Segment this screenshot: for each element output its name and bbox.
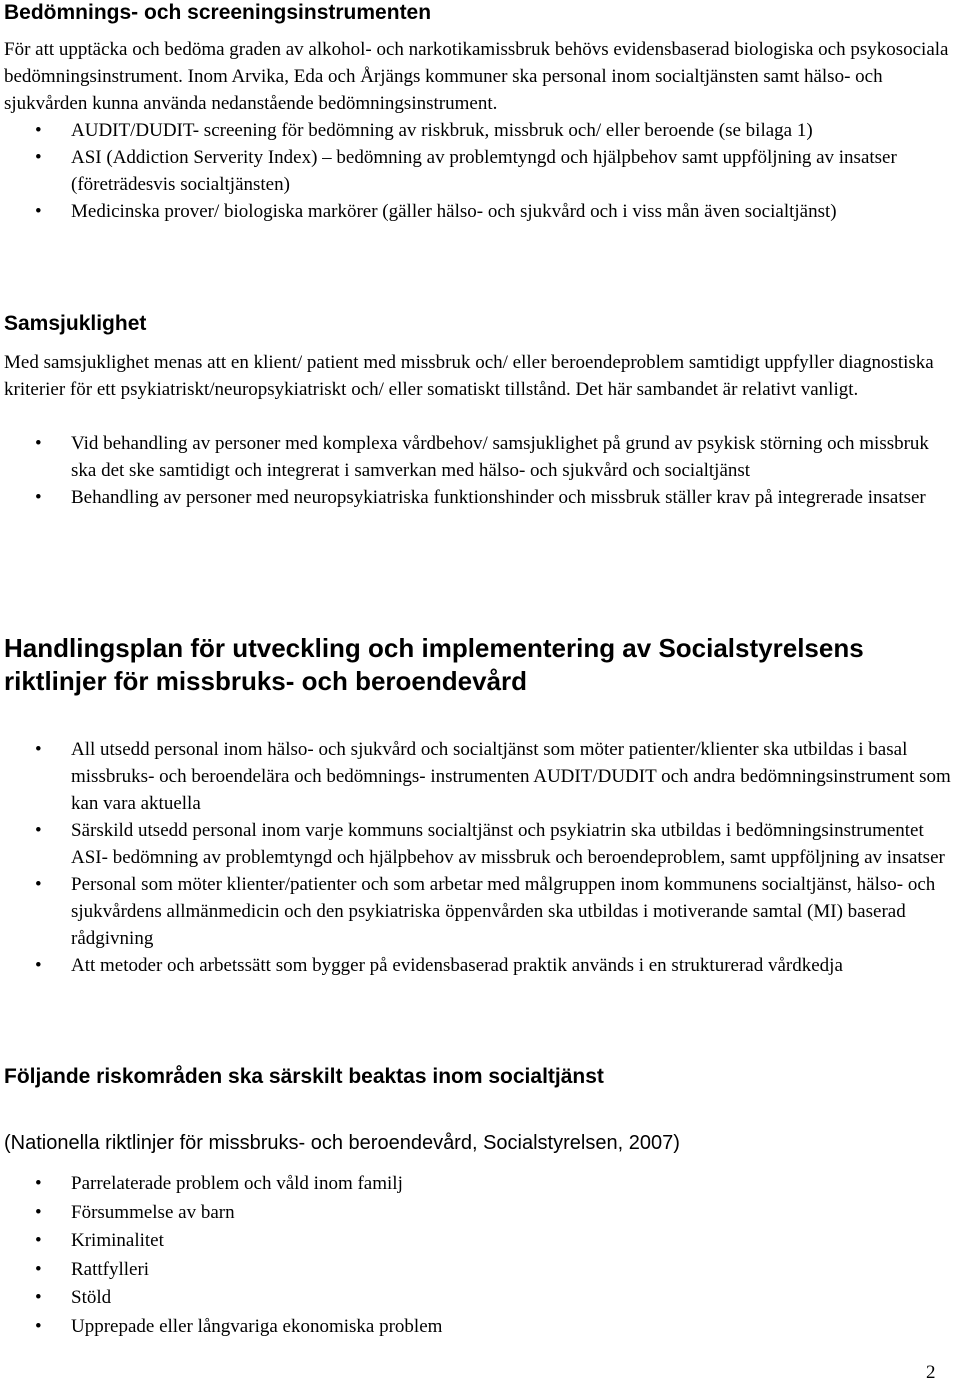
list-item: • All utsedd personal inom hälso- och sjukvård och socialtjänst som möter patienter/klienter ska utbildas i basal missbruks- och beroendelära och bedömnings- instrumenten AUDIT/DUDIT och andra bedömningsinstrument som kan vara aktuella: [0, 736, 956, 817]
page-number: 2: [926, 1362, 936, 1383]
list-item: • Kriminalitet: [0, 1227, 956, 1256]
list-riskomraden: [0, 1170, 960, 1341]
section-heading-riskomraden: Följande riskområden ska särskilt beaktas inom socialtjänst: [4, 1065, 604, 1088]
list-item: • Personal som möter klienter/patienter och som arbetar med målgruppen inom kommunens socialtjänst, hälso- och sjukvårdens allmänmedicin och den psykiatriska öppenvården ska utbildas i motiverande samtal (MI) baserad rådgivning: [0, 871, 956, 952]
section-heading-samsjuklighet: Samsjuklighet: [4, 312, 147, 335]
paragraph-bedomning-intro: För att upptäcka och bedöma graden av alkohol- och narkotikamissbruk behövs evidensbaserad biologiska och psykosociala bedömningsinstrument. Inom Arvika, Eda och Årjängs kommuner ska personal inom socialtjänsten samt hälso- och sjukvården kunna använda nedanstående bedömningsinstrument.: [4, 39, 949, 114]
list-bedomning: [0, 117, 960, 225]
list-item: • Medicinska prover/ biologiska markörer (gäller hälso- och sjukvård och i viss mån även socialtjänst): [0, 198, 956, 225]
list-item: • Vid behandling av personer med komplexa vårdbehov/ samsjuklighet på grund av psykisk störning och missbruk ska det ske samtidigt och integrerat i samverkan med hälso- och sjukvård och socialtjänst: [0, 430, 956, 484]
paragraph-samsjuklighet-intro: Med samsjuklighet menas att en klient/ patient med missbruk och/ eller beroendeproblem samtidigt uppfyller diagnostiska kriterier för ett psykiatriskt/neuropsykiatriskt och/ eller somatiskt tillstånd. Det här sambandet är relativt vanligt.: [4, 352, 934, 400]
list-item: • Att metoder och arbetssätt som bygger på evidensbaserad praktik används i en strukturerad vårdkedja: [0, 952, 956, 979]
list-samsjuklighet: [0, 430, 960, 511]
list-item: • Behandling av personer med neuropsykiatriska funktionshinder och missbruk ställer krav på integrerade insatser: [0, 484, 956, 511]
list-item: • Rattfylleri: [0, 1256, 956, 1285]
list-item: • ASI (Addiction Serverity Index) – bedömning av problemtyngd och hjälpbehov samt uppföljning av insatser (företrädesvis socialtjänsten): [0, 144, 956, 198]
list-item: • Stöld: [0, 1284, 956, 1313]
list-item: • Upprepade eller långvariga ekonomiska problem: [0, 1313, 956, 1342]
list-handlingsplan: [0, 736, 960, 979]
list-item: • Försummelse av barn: [0, 1199, 956, 1228]
section-heading-bedomning: Bedömnings- och screeningsinstrumenten: [4, 1, 432, 24]
list-item: • Särskild utsedd personal inom varje kommuns socialtjänst och psykiatrin ska utbildas i bedömningsinstrumentet ASI- bedömning av problemtyngd och hjälpbehov av missbruk och beroendeproblem, samt uppföljning av insatser: [0, 817, 956, 871]
list-item: • AUDIT/DUDIT- screening för bedömning av riskbruk, missbruk och/ eller beroende (se bilaga 1): [0, 117, 956, 144]
section-heading-handlingsplan: Handlingsplan för utveckling och implementering av Socialstyrelsens riktlinjer för missbruks- och beroendevård: [4, 633, 864, 696]
list-item: • Parrelaterade problem och våld inom familj: [0, 1170, 956, 1199]
riskomraden-source: (Nationella riktlinjer för missbruks- och beroendevård, Socialstyrelsen, 2007): [4, 1132, 680, 1154]
